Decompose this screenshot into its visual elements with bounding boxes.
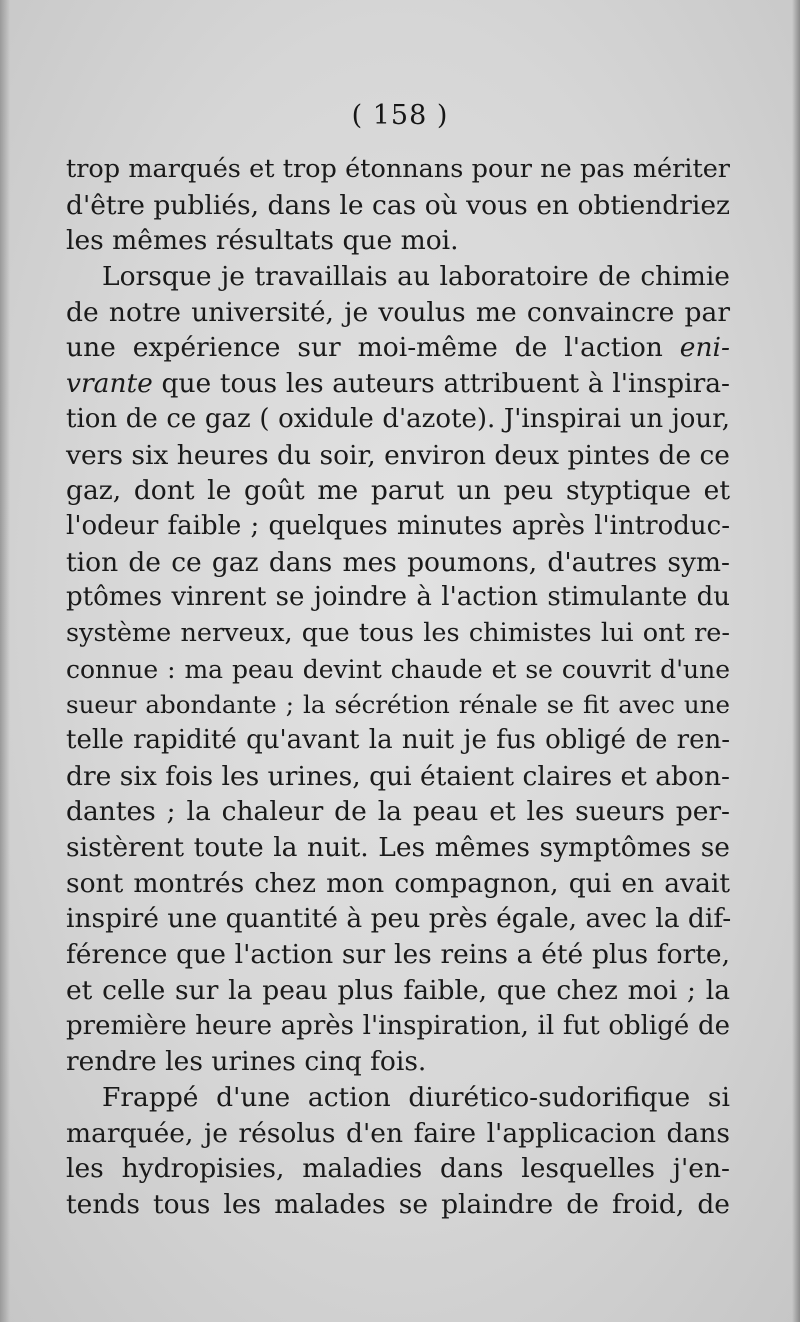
text-line-20: sistèrent toute la nuit. Les mêmes symptômes se xyxy=(66,832,730,864)
text-line-2: d'être publiés, dans le cas où vous en obtiendriez xyxy=(66,189,730,221)
page-number: ( 158 ) xyxy=(351,100,449,131)
text-line-6 xyxy=(66,330,730,366)
text-line-26: rendre les urines cinq fois. xyxy=(66,1046,427,1078)
text-line-6-italic: eni- xyxy=(679,332,730,364)
text-line-12: tion de ce gaz dans mes poumons, d'autres sym- xyxy=(66,546,730,578)
text-line-15: connue : ma peau devint chaude et se couvrit d'une xyxy=(66,654,730,684)
text-line-27: Frappé d'une action diurético-sudorifique si xyxy=(102,1081,730,1113)
page-edge-shadow-left xyxy=(0,0,10,1322)
text-line-29: les hydropisies, maladies dans lesquelles j'en- xyxy=(66,1153,730,1185)
text-line-5: de notre université, je voulus me convaincre par xyxy=(66,296,730,328)
text-line-11: l'odeur faible ; quelques minutes après l'introduc- xyxy=(66,510,730,541)
text-line-7 xyxy=(66,366,730,402)
text-line-19: dantes ; la chaleur de la peau et les sueurs per- xyxy=(66,796,730,828)
text-line-1: trop marqués et trop étonnans pour ne pas mériter xyxy=(66,154,730,184)
text-line-10: gaz, dont le goût me parut un peu styptique et xyxy=(66,475,730,507)
text-line-23: férence que l'action sur les reins a été plus forte, xyxy=(66,939,730,971)
text-line-7-main: que tous les auteurs attribuent à l'inspira- xyxy=(161,368,730,400)
text-line-17: telle rapidité qu'avant la nuit je fus obligé de ren- xyxy=(66,725,730,755)
text-line-4: Lorsque je travaillais au laboratoire de chimie xyxy=(102,261,730,293)
text-line-6-main: une expérience sur moi-même de l'action xyxy=(66,332,663,364)
text-line-22: inspiré une quantité à peu près égale, avec la dif- xyxy=(66,903,732,935)
text-line-21: sont montrés chez mon compagnon, qui en avait xyxy=(66,867,730,899)
page-edge-shadow-right xyxy=(792,0,800,1322)
text-line-24: et celle sur la peau plus faible, que chez moi ; la xyxy=(66,974,730,1006)
text-line-16: sueur abondante ; la sécrétion rénale se fit avec une xyxy=(66,690,730,720)
body-text xyxy=(66,152,730,1223)
text-line-7-italic: vrante xyxy=(66,368,153,400)
text-line-3: les mêmes résultats que moi. xyxy=(66,225,459,257)
text-line-13: ptômes vinrent se joindre à l'action stimulante du xyxy=(66,582,730,613)
text-line-28: marquée, je résolus d'en faire l'applicacion dans xyxy=(66,1117,730,1149)
text-line-30: tends tous les malades se plaindre de froid, de xyxy=(66,1188,730,1220)
text-line-8: tion de ce gaz ( oxidule d'azote). J'inspirai un jour, xyxy=(66,403,730,434)
text-line-14: système nerveux, que tous les chimistes lui ont re- xyxy=(66,617,730,648)
text-line-25: première heure après l'inspiration, il fut obligé de xyxy=(66,1010,730,1041)
text-line-9: vers six heures du soir, environ deux pintes de ce xyxy=(66,439,730,471)
text-line-18: dre six fois les urines, qui étaient claires et abon- xyxy=(66,760,730,792)
